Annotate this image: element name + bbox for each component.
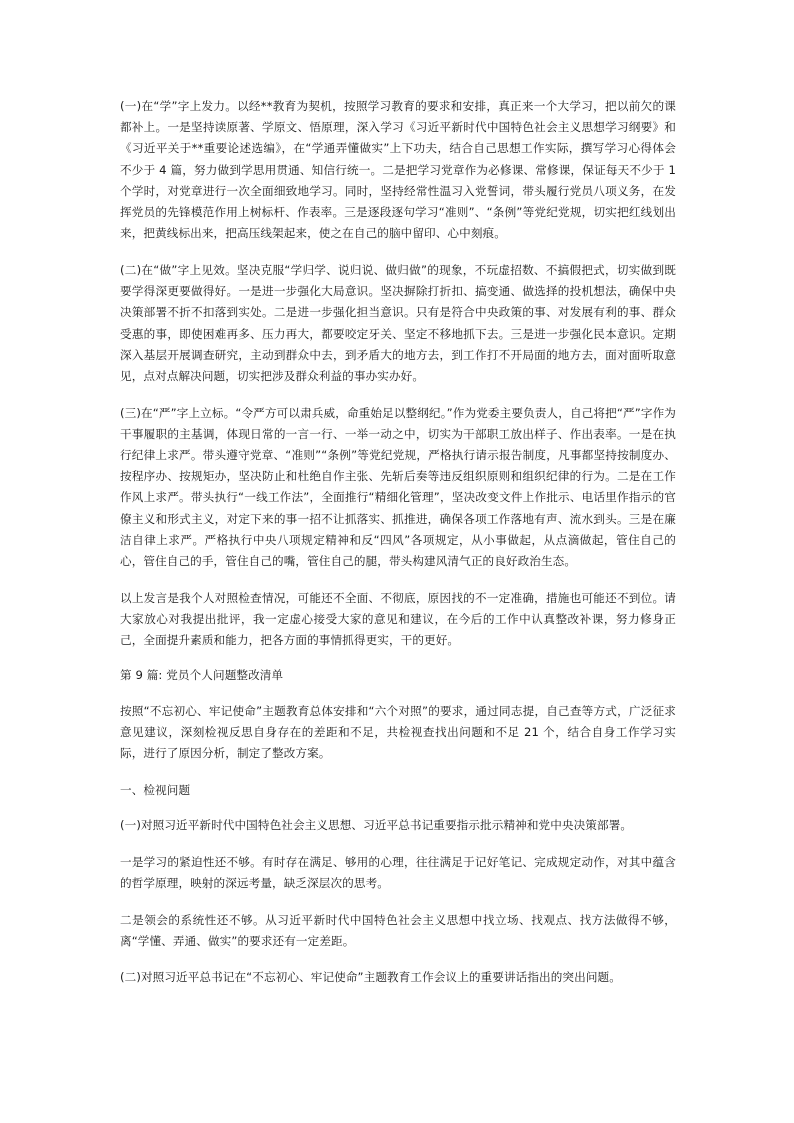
section-heading-problems: 一、检视问题 — [120, 782, 191, 797]
paragraph-introduction: 按照“不忘初心、牢记使命”主题教育总体安排和“六个对照”的要求，通过同志提，自己查等方式，广泛征求意见建议，深刻检视反思自身存在的差距和不足，共检视查找出问题和不足 21 个，结合自身工作学习实际，进行了原因分析，制定了整改方案。 — [120, 703, 676, 760]
article-9-title: 第 9 篇: 党员个人问题整改清单 — [120, 668, 284, 683]
paragraph-study-section: (一)在“学”字上发力。以经**教育为契机，按照学习教育的要求和安排，真正来一个大学习，把以前欠的课都补上。一是坚持读原著、学原文、悟原理，深入学习《习近平新时代中国特色社会主义思想学习纲要》和《习近平关于**重要论述选编》，在“学通弄懂做实”上下功夫，结合自己思想工作实际，撰写学习心得体会不少于 4 篇，努力做到学思用贯通、知信行统一。二是把学习党章作为必修课、常修课，保证每天不少于 1 个学时，对党章进行一次全面细致地学习。同时，坚持经常性温习入党誓词，带头履行党员八项义务，在发挥党员的先锋模范作用上树标杆、作表率。三是逐段逐句学习“准则”、“条例”等党纪党规，切实把红线划出来，把黄线标出来，把高压线架起来，使之在自己的脑中留印、心中刻痕。 — [120, 99, 676, 241]
paragraph-closing-remarks: 以上发言是我个人对照检查情况，可能还不全面、不彻底，原因找的不一定准确，措施也可能还不到位。请大家放心对我提出批评，我一定虚心接受大家的意见和建议，在今后的工作中认真整改补课，努力修身正己，全面提升素质和能力，把各方面的事情抓得更实，干的更好。 — [120, 590, 676, 648]
subsection-heading-1: (一)对照习近平新时代中国特色社会主义思想、习近平总书记重要指示批示精神和党中央决策部署。 — [120, 817, 633, 832]
problem-item-2: 二是领会的系统性还不够。从习近平新时代中国特色社会主义思想中找立场、找观点、找方法做得不够，离“学懂、弄通、做实”的要求还有一定差距。 — [120, 912, 676, 948]
document-body — [120, 96, 676, 1004]
problem-item-1: 一是学习的紧迫性还不够。有时存在满足、够用的心理，往往满足于记好笔记、完成规定动作，对其中蕴含的哲学原理，映射的深远考量，缺乏深层次的思考。 — [120, 854, 676, 890]
paragraph-action-section: (二)在“做”字上见效。坚决克服“学归学、说归说、做归做”的现象，不玩虚招数、不搞假把式，切实做到既要学得深更要做得好。一是进一步强化大局意识。坚决摒除打折扣、搞变通、做选择的投机想法，确保中央决策部署不折不扣落到实处。二是进一步强化担当意识。只有是符合中央政策的事、对发展有利的事、群众受惠的事，即使困难再多、压力再大，都要咬定牙关、坚定不移地抓下去。三是进一步强化民本意识。定期深入基层开展调查研究，主动到群众中去，到矛盾大的地方去，到工作打不开局面的地方去，面对面听取意见，点对点解决问题，切实把涉及群众利益的事办实办好。 — [120, 262, 676, 383]
paragraph-strict-section: (三)在“严”字上立标。“令严方可以肃兵威，命重始足以整纲纪。”作为党委主要负责人，自己将把“严”字作为干事履职的主基调，体现日常的一言一行、一举一动之中，切实为干部职工放出样子、作出表率。一是在执行纪律上求严。带头遵守党章、“准则”“条例”等党纪党规，严格执行请示报告制度，凡事都坚持按制度办、按程序办、按规矩办，坚决防止和杜绝自作主张、先斩后奏等违反组织原则和组织纪律的行为。二是在工作作风上求严。带头执行“一线工作法”，全面推行“精细化管理”，坚决改变文件上作批示、电话里作指示的官僚主义和形式主义，对定下来的事一招不让抓落实、抓推进，确保各项工作落地有声、流水到头。三是在廉洁自律上求严。严格执行中央八项规定精神和反“四风”各项规定，从小事做起，从点滴做起，管住自己的心，管住自己的手，管住自己的嘴，管住自己的腿，带头构建风清气正的良好政治生态。 — [120, 405, 676, 569]
subsection-heading-2: (二)对照习近平总书记在“不忘初心、牢记使命”主题教育工作会议上的重要讲话指出的突出问题。 — [120, 970, 621, 985]
